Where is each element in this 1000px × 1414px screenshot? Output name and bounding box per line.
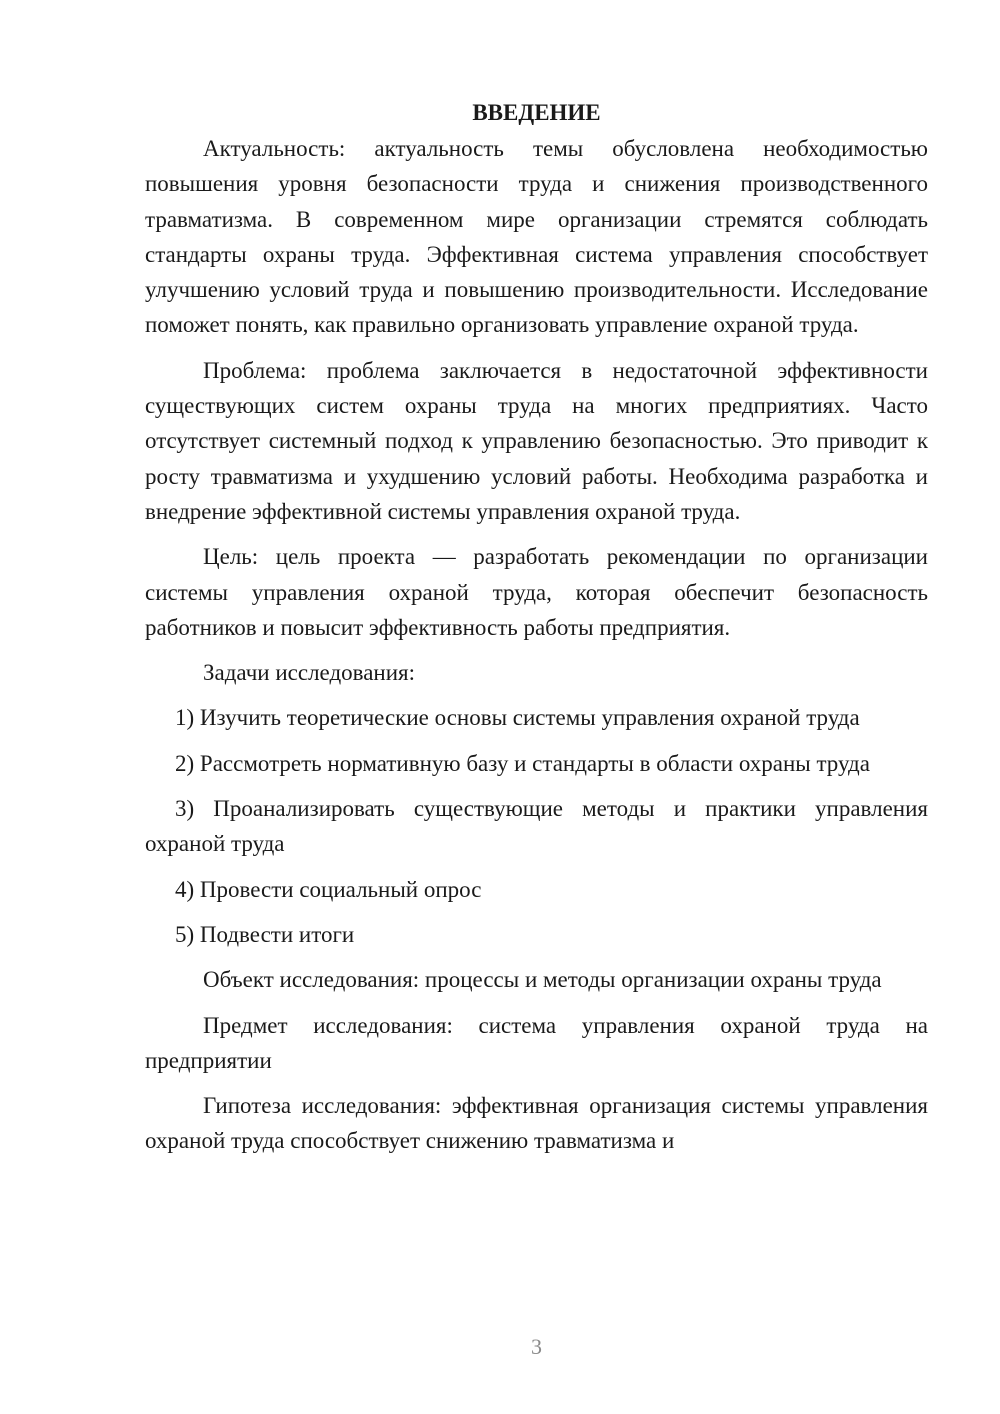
paragraph-problem: Проблема: проблема заключается в недостаточной эффективности существующих систем охраны труда на многих предприятиях. Часто отсутствует системный подход к управлению безопасностью. Это приводит к росту травматизма и ухудшению условий работы. Необходима разработка и внедрение эффективной системы управления охраной труда. [145,357,928,524]
paragraph-tasks-intro: Задачи исследования: [203,660,416,686]
paragraph-object: Объект исследования: процессы и методы организации охраны труда [203,967,882,993]
task-item: 4) Провести социальный опрос [175,876,482,902]
document-page [145,95,928,1169]
task-item: 1) Изучить теоретические основы системы управления охраной труда [175,705,860,731]
task-item: 2) Рассмотреть нормативную базу и стандарты в области охраны труда [175,750,870,776]
task-item: 3) Проанализировать существующие методы и практики управления охраной труда [145,796,928,857]
section-heading: ВВЕДЕНИЕ [472,100,601,125]
paragraph-hypothesis: Гипотеза исследования: эффективная организация системы управления охраной труда способствует снижению травматизма и [145,1093,928,1154]
page-number: 3 [531,1334,542,1359]
paragraph-goal: Цель: цель проекта — разработать рекомендации по организации системы управления охраной труда, которая обеспечит безопасность работников и повысит эффективность работы предприятия. [145,544,928,640]
paragraph-relevance: Актуальность: актуальность темы обусловлена необходимостью повышения уровня безопасности труда и снижения производственного травматизма. В современном мире организации стремятся соблюдать стандарты охраны труда. Эффективная система управления способствует улучшению условий труда и повышению производительности. Исследование поможет понять, как правильно организовать управление охраной труда. [145,136,928,338]
paragraph-subject: Предмет исследования: система управления охраной труда на предприятии [145,1012,928,1073]
task-item: 5) Подвести итоги [175,921,355,947]
